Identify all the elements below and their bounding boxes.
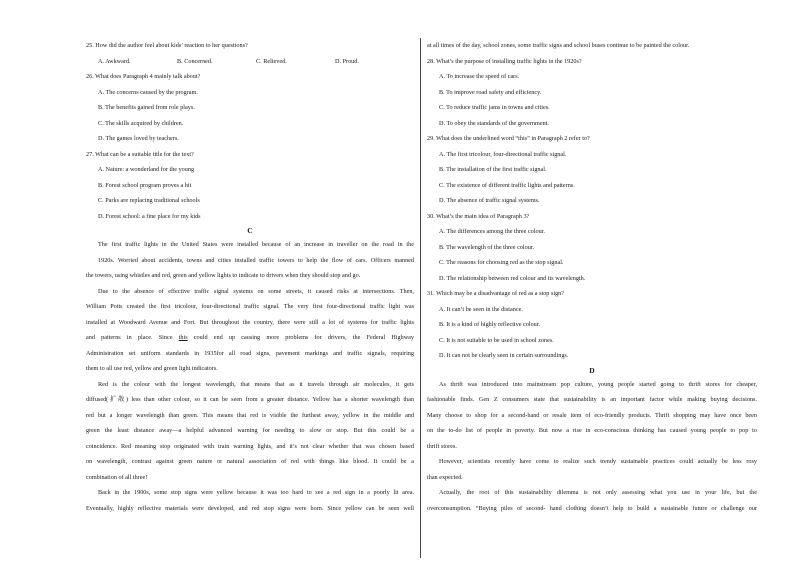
text-line: the towers, using whistles and red, green and yellow lights to indicate to drivers when they should stop and go.	[86, 272, 361, 279]
section-d-heading: D	[589, 365, 595, 375]
option-d: D. The relationship between red colour and its wavelength.	[439, 274, 586, 282]
question-25-options	[86, 54, 414, 70]
passage-d-paragraph-2	[427, 454, 757, 485]
text-line: overconsumption. “Buying piles of second- hand clothing doesn’t help to build a sustainable future or challenge our	[427, 504, 757, 512]
option-b: B. The installation of the first traffic signal.	[439, 166, 547, 173]
option-b: B. To improve road safety and efficiency.	[439, 88, 542, 96]
option-c: C. To reduce traffic jams in towns and cities.	[439, 104, 550, 111]
option-d: D. Proud.	[335, 57, 359, 65]
option-a: A. Awkward.	[98, 57, 131, 65]
option-d: D. Forest school: a fine place for my kids	[98, 212, 201, 220]
text-line: red but a longer wavelength than green. This means that red is visible the furthest away, yellow in the middle and	[86, 411, 414, 419]
question-28-stem: 28. What’s the purpose of installing traffic lights in the 1920s?	[427, 57, 582, 65]
text-line: fashionable finds. Gen Z consumers state that sustainability is an important factor while making buying decisions.	[427, 396, 757, 403]
option-a: A. Nature: a wonderland for the young	[98, 166, 195, 173]
text-line: thrift stores.	[427, 442, 457, 450]
option-c: C. The existence of different traffic lights and patterns.	[439, 181, 575, 189]
text-line: Eventually, highly reflective materials were developed, and red stop signs were born. Since yellow can be seen well	[86, 504, 414, 512]
option-d: D. It can not be clearly seen in certain surroundings.	[439, 352, 569, 359]
option-c: C. The skills acquired by children.	[98, 119, 184, 127]
text-line: The first traffic lights in the United States were installed because of an increase in traveller on the road in the	[98, 241, 414, 248]
option-a: A. To increase the speed of cars.	[439, 73, 520, 80]
option-d: D. The absence of traffic signal systems.	[439, 197, 540, 204]
option-a: A. The concerns caused by the program.	[98, 88, 198, 96]
text-line: Red is the colour with the longest wavelength, that means that as it travels through air molecules, it gets	[98, 380, 414, 388]
option-a: A. It can’t be seen in the distance.	[439, 305, 523, 313]
text-line: diffused(扩散) less than other colour, so it can be seen from a greater distance. Yellow has a shorter wavelength than	[86, 396, 414, 403]
text-segment: and patterns in place. Since	[86, 334, 179, 341]
right-column	[427, 38, 757, 516]
option-c: C. Parks are replacing traditional schools	[98, 197, 200, 204]
question-26-stem: 26. What does Paragraph 4 mainly talk about?	[86, 73, 201, 80]
question-31-stem: 31. Which may be a disadvantage of red as a stop sign?	[427, 290, 565, 297]
text-line: installed at Woodward Avenue and Fort. But throughout the country, there were still a lot of systems for traffic lights	[86, 318, 414, 326]
passage-c-paragraph-4	[86, 485, 414, 516]
passage-c-paragraph-1	[86, 237, 414, 284]
option-a: A. The first tricolour, four-directional traffic signal.	[439, 150, 567, 158]
option-c: C. The reasons for choosing red as the stop signal.	[439, 259, 564, 266]
option-b: B. The benefits gained from role plays.	[98, 104, 195, 111]
text-segment: could end up causing more problems for drivers, the Federal Highway	[187, 334, 414, 341]
text-line: Many choose to shop for a second-hand or resale item of eco-friendly products. Thrift shopping may have once been	[427, 411, 757, 419]
text-line: combination of all three!	[86, 473, 148, 481]
underlined-word-this: this	[178, 334, 188, 341]
paragraph-4-continued: at all times of the day, school zones, some traffic signs and school buses continue to be painted the colour.	[427, 42, 690, 49]
passage-c-paragraph-2	[86, 284, 414, 377]
option-d: D. To obey the standards of the government.	[439, 119, 549, 127]
option-c: C. Relieved.	[256, 57, 287, 65]
text-line: As thrift was introduced into mainstream pop culture, young people started going to thrift stores for cheaper,	[439, 380, 757, 388]
option-b: B. Forest school program proves a hit	[98, 181, 192, 189]
left-column	[86, 38, 414, 516]
text-line: Back in the 1900s, some stop signs were yellow because it was too hard to see a red sign in a poorly lit area.	[98, 489, 414, 496]
text-line: Administration set uniform standards in 1935for all road signs, pavement markings and traffic signals, requiring	[86, 349, 414, 357]
option-c: C. It is not suitable to be used in school zones.	[439, 336, 554, 344]
text-line: Due to the absence of effective traffic signal systems on some streets, it caused risks at intersections. Then,	[98, 287, 414, 295]
passage-c-paragraph-3	[86, 377, 414, 486]
option-b: B. Concerned.	[177, 57, 213, 65]
text-line: green the least distance away—a helpful advanced warning for needing to slow or stop. But this could be a	[86, 427, 414, 434]
text-line: coincidence. Red meaning stop originated with train warning lights, and it’s not clear whether that was chosen based	[86, 442, 414, 450]
question-25-stem: 25. How did the author feel about kids’ reaction to her questions?	[86, 42, 248, 49]
option-b: B. The wavelength of the three colour.	[439, 243, 535, 251]
text-line: them to all use red, yellow and green light indicators.	[86, 365, 218, 372]
text-line: Actually, the root of this sustainability dilemma is not only assessing what you use in your life, but the	[439, 489, 757, 496]
question-29-stem: 29. What does the underlined word “this” in Paragraph 2 refer to?	[427, 135, 590, 142]
option-a: A. The differences among the three colour.	[439, 228, 545, 235]
text-line: 1920s. Worried about accidents, towns and cities installed traffic towers to help the flow of cars. Officers manned	[98, 256, 414, 264]
question-30-stem: 30. What’s the main idea of Paragraph 3?	[427, 212, 530, 220]
passage-d-paragraph-1	[427, 377, 757, 455]
text-line: on wavelength, contrast against green nature or natural association of red with things like blood. It could be a	[86, 458, 414, 465]
text-line: William Potts created the first tricolour, four-directional traffic signal. The very first four-directional traffic light was	[86, 303, 414, 310]
text-line: on the to-do list of people in poverty. But now a rise in eco-conscious thinking has caused young people to pop to	[427, 427, 757, 434]
option-d: D. The games loved by teachers.	[98, 135, 179, 142]
question-27-stem: 27. What can be a suitable title for the text?	[86, 150, 194, 158]
text-line: However, scientists recently have come to realize such trendy sustainable practices could actually be less rosy	[439, 458, 757, 465]
column-divider	[420, 38, 421, 558]
section-c-heading: C	[247, 226, 253, 235]
passage-d-paragraph-3	[427, 485, 757, 516]
option-b: B. It is a kind of highly reflective colour.	[439, 321, 541, 328]
text-line: than expected.	[427, 473, 463, 481]
text-line-with-underline	[86, 330, 414, 346]
